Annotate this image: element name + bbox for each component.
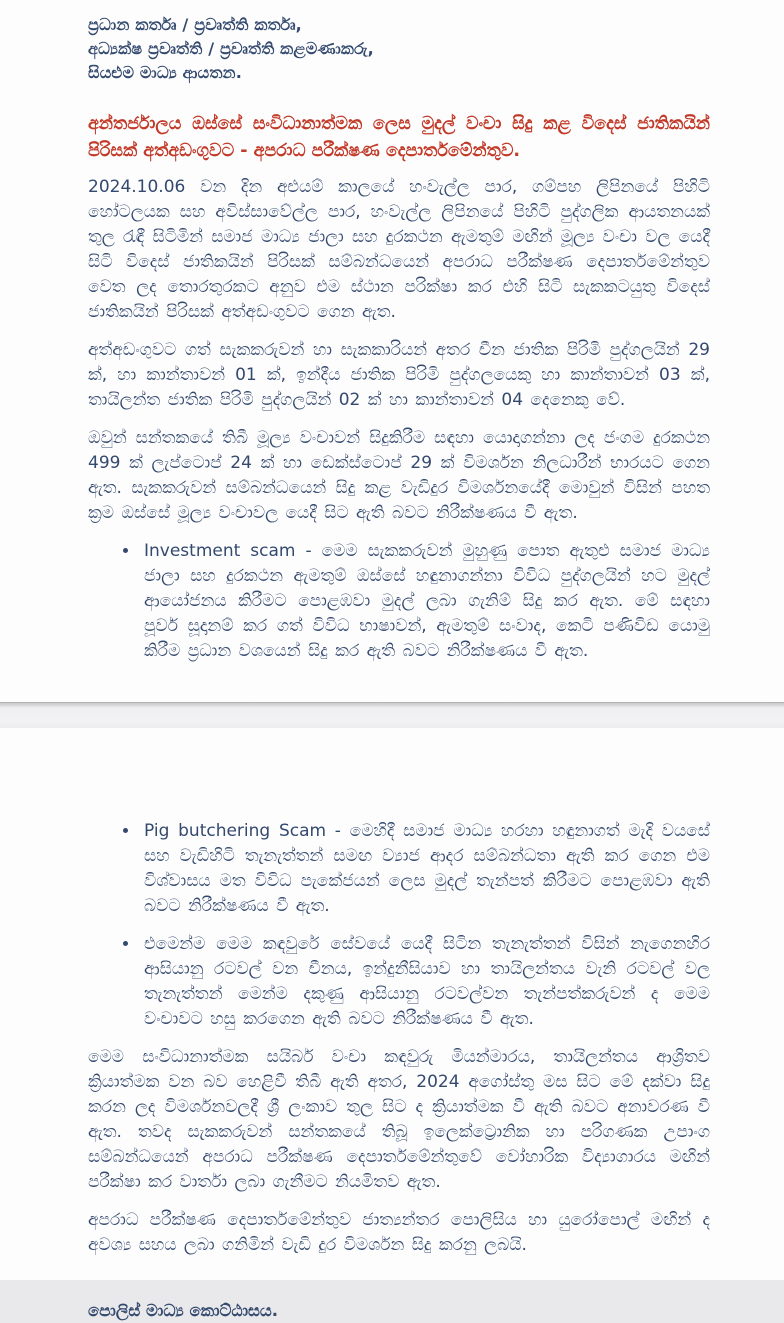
- paragraph-seized-devices: ඔවුන් සන්තකයේ තිබී මූල්‍ය වංචාවන් සිදුකිරීම සඳහා යොදාගන්නා ලද ජංගම දුරකථන 499 ක් ලැප්ටොප් 24 ක් හා ඩෙක්ස්ටොප් 29 ක් විමර්ශන නිලධාරීන් භාරයට ගෙන ඇත. සැකකරුවන් සම්බන්ධයෙන් සිදු කළ වැඩිදුර විමර්ශනයේදී මොවුන් විසින් පහත ක්‍රම ඔස්සේ මූල්‍ය වංචාවල යෙදී සිට ඇති බවට නිරීක්ෂණය වී ඇත.: [88, 428, 710, 523]
- page-2-content: [0, 728, 784, 1323]
- paragraph-incident-details: 2024.10.06 වන දින අළුයම් කාලයේ හංවැල්ල පාර, ගම්පහ ලිපිනයේ පිහිටි හෝටලයක සහ අවිස්සාවේල්ල පාර, හංවැල්ල ලිපිනයේ පිහිටි පුද්ගලික ආයතනයක් තුල රැඳී සිටිමින් සමාජ මාධ්‍ය ජාලා සහ දුරකථන ඇමතුම් මඟින් මූල්‍ය වංචා වල යෙදී සිටි විදෙස් ජාතිකයින් පිරිසක් සම්බන්ධයෙන් අපරාධ පරීක්ෂණ දෙපාර්තමේන්තුව වෙත ලද තොරතුරකට අනුව එම ස්ථාන පරික්ෂා කර එහි සිටි සැකකටයුතු විදෙස් ජාතිකයින් පිරිසක් අත්අඩංගුවට ගෙන ඇත.: [88, 177, 710, 322]
- signature-police-media-division: පොලිස් මාධ්‍ය කොට්ඨාසය.: [88, 1301, 279, 1320]
- paragraph-cyber-camps: මෙම සංවිධානාත්මක සයිබර් වංචා කඳවුරු මියන්මාරය, තායිලන්තය ආශ්‍රිතව ක්‍රියාත්මක වන බව හෙළිවී තිබී ඇති අතර, 2024 අගෝස්තු මස සිට මේ දක්වා සිදු කරන ලද විමර්ශනවලදී ශ්‍රී ලංකාව තුල සිට ද ක්‍රියාත්මක වී ඇති බවට අනාවරණ වී ඇත. තවද සැකකරුවන් සන්තකයේ තිබූ ඉලෙක්ට්‍රොනික හා පරිගණක උපාංග සම්බන්ධයෙන් අපරාධ පරීක්ෂණ දෙපාර්තමේන්තුවේ වෝහාරික විද්‍යාගාරය මඟින් පරීක්ෂා කර වාර්තා ලබා ගැනීමට නියමිතව ඇත.: [88, 1047, 710, 1192]
- recipient-block: [88, 13, 710, 85]
- bullet-regional-victims: • එමෙන්ම මෙම කඳවුරේ සේවයේ යෙදී සිටින තැනැත්තන් විසින් නැගෙනහිර ආසියානු රටවල් වන චීනය, ඉන්දුනීසියාව හා තායිලන්තය වැනි රටවල් වල තැනැත්තන් මෙන්ම දකුණු ආසියානු රටවල්වන තැන්පත්කරුවන් ද මෙම වංචාවට හසු කරගෙන ඇති බවට නිරීක්ෂණය වී ඇත.: [140, 932, 710, 1032]
- document-page-2: [0, 728, 784, 1320]
- scam-method-list-page-1: [88, 539, 710, 664]
- paragraph-interpol-europol: අපරාධ පරීක්ෂණ දෙපාර්තමේන්තුව ජාත්‍යන්තර පොලිසිය හා යුරෝපොල් මඟින් ද අවශ්‍ය සහය ලබා ගනිමින් වැඩි දුර විමර්ශන සිදු කරනු ලබයි.: [88, 1210, 710, 1255]
- bullet-investment-scam: • Investment scam - මෙම සැකකරුවන් මුහුණු පොත ඇතුළු සමාජ මාධ්‍ය ජාලා සහ දුරකථන ඇමතුම් ඔස්සේ හඳුනාගන්නා විවිධ පුද්ගලයින් හට මුදල් ආයෝජනය කිරීමට පොළඹවා මුදල් ලබා ගැනිම් සිදු කර ඇත. මේ සඳහා පූර්ව සූදානම් කර ගත් විවිධ භාෂාවන්, ඇමතුම් සංවාද, කෙටි පණිවිඩ යොමු කිරීම ප්‍රධාන වශයෙන් සිදු කර ඇති බවට නිරීක්ෂණය වී ඇත.: [140, 539, 710, 664]
- scam-method-list-page-2: [88, 819, 710, 1032]
- recipient-line-chief-editor: ප්‍රධාන කර්තෘ / ප්‍රවෘත්ති කර්තෘ,: [88, 15, 302, 34]
- paragraph-suspect-counts: අත්අඩංගුවට ගත් සැකකරුවන් හා සැකකාරියන් අතර චීන ජාතික පිරිමි පුද්ගලයින් 29 ක්, හා කාන්තාවන් 01 ක්, ඉන්දීය ජාතික පිරිමි පුද්ගලයෙකු හා කාන්තාවන් 03 ක්, තායිලන්ත ජාතික පිරිමි පුද්ගලයින් 02 ක් හා කාන්තාවන් 04 දෙනෙකු වේ.: [88, 340, 710, 410]
- page-separator: [0, 702, 784, 728]
- press-release-title: අන්තර්ජාලය ඔස්සේ සංවිධානාත්මක ලෙස මුදල් වංචා සිදු කළ විදෙස් ජාතිකයින් පිරිසක් අත්අඩංගුවට - අපරාධ පරීක්ෂණ දෙපාර්තමේන්තුව.: [88, 114, 710, 161]
- recipient-line-all-media: සියළුම මාධ්‍ය ආයතන.: [88, 63, 242, 82]
- bullet-pig-butchering-scam: • Pig butchering Scam - මෙහිදී සමාජ මාධ්‍ය හරහා හඳුනාගත් මැදි වයසේ සහ වැඩිහිටි තැනැත්තන් සමඟ ව්‍යාජ ආදර සම්බන්ධතා ඇති කර ගෙන එම විශ්වාසය මත විවිධ පැකේජයන් ලෙස මුදල් තැන්පත් කිරීමට පොළඹවා ඇති බවට නිරීක්ෂණය වී ඇත.: [140, 819, 710, 919]
- recipient-line-news-director: අධ්‍යක්ෂ ප්‍රවෘත්ති / ප්‍රවෘත්ති කළමණාකරු,: [88, 39, 374, 58]
